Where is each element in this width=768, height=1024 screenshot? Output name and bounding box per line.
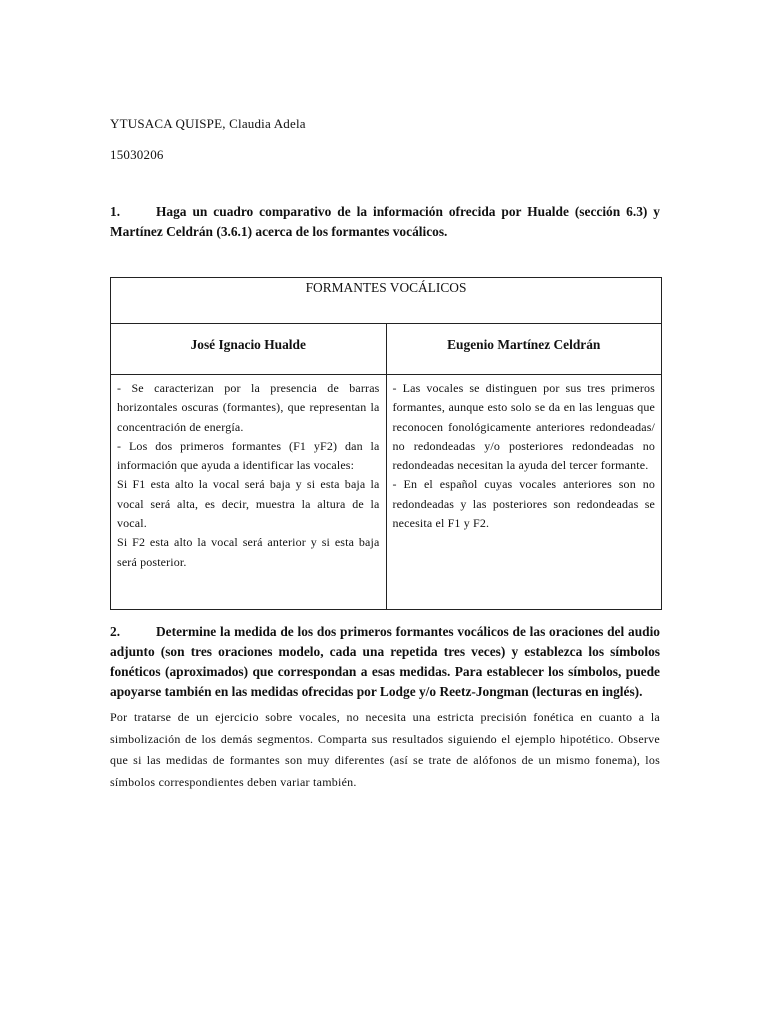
column-header-hualde: José Ignacio Hualde (111, 324, 387, 375)
answer-paragraph: Por tratarse de un ejercicio sobre vocales, no necesita una estricta precisión fonética en cuanto a la simbolización de los demás segmentos. Comparta sus resultados siguiendo el ejemplo hipotético. Observe que si las medidas de formantes son muy diferentes (así se trate de alófonos de un mismo fonema), los símbolos correspondientes deben variar también. (110, 710, 660, 789)
student-id: 15030206 (110, 147, 164, 162)
question-1 (110, 202, 660, 242)
comparison-table (110, 277, 662, 610)
cell-hualde (111, 375, 387, 610)
hualde-paragraph: Si F2 esta alto la vocal será anterior y si esta baja será posterior. (117, 535, 380, 569)
question-2-number: 2. (110, 624, 121, 639)
cell-martinez-celdran (386, 375, 662, 610)
martinez-paragraph: - Las vocales se distinguen por sus tres primeros formantes, aunque esto solo se da en las lenguas que reconocen fonológicamente anteriores redondeadas/ no redondeadas y/o posteriores redondeadas no redondeadas necesitan la ayuda del tercer formante. (392, 381, 655, 473)
question-2 (110, 622, 660, 702)
question-1-number: 1. (110, 204, 121, 219)
author-name: YTUSACA QUISPE, Claudia Adela (110, 116, 306, 131)
hualde-paragraph: - Se caracterizan por la presencia de barras horizontales oscuras (formantes), que representan la concentración de energía. (117, 381, 380, 434)
hualde-paragraph: - Los dos primeros formantes (F1 yF2) dan la información que ayuda a identificar las vocales: (117, 438, 380, 473)
column-header-martinez-celdran: Eugenio Martínez Celdrán (386, 324, 662, 375)
table-title: FORMANTES VOCÁLICOS (111, 278, 662, 324)
martinez-paragraph: - En el español cuyas vocales anteriores son no redondeadas y las posteriores son redondeadas se necesita el F1 y F2. (392, 477, 655, 531)
hualde-paragraph: Si F1 esta alto la vocal será baja y si esta baja la vocal será alta, es decir, muestra la altura de la vocal. (117, 477, 380, 531)
question-1-text: Haga un cuadro comparativo de la información ofrecida por Hualde (sección 6.3) y Martínez Celdrán (3.6.1) acerca de los formantes vocálicos. (110, 204, 660, 239)
question-2-text: Determine la medida de los dos primeros formantes vocálicos de las oraciones del audio adjunto (son tres oraciones modelo, cada una repetida tres veces) y establezca los símbolos fonéticos (aproximados) que correspondan a esas medidas. Para establecer los símbolos, puede apoyarse también en las medidas ofrecidas por Lodge y/o Reetz-Jongman (lecturas en inglés). (110, 624, 660, 699)
